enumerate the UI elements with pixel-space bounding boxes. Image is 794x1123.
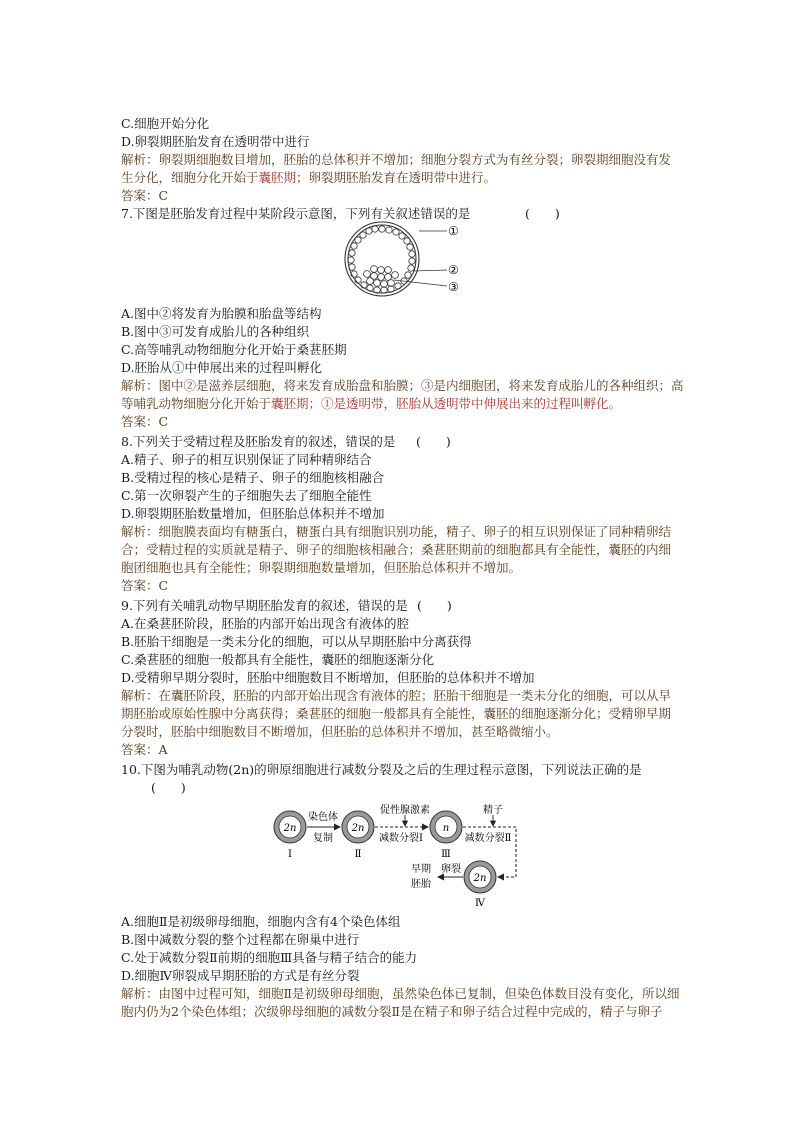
q6-explanation-line1: 解析：卵裂期细胞数目增加，胚胎的总体积并不增加；细胞分裂方式为有丝分裂；卵裂期细胞没有发 (121, 152, 672, 167)
label-3: ③ (448, 280, 459, 294)
numeral-2: Ⅱ (354, 849, 362, 860)
q7-answer: 答案：C (121, 414, 169, 429)
q10-explanation-line2: 胞内仍为2个染色体组；次级卵母细胞的减数分裂Ⅱ是在精子和卵子结合过程中完成的，精子与卵子 (121, 1004, 663, 1019)
q7-answer-blank: ( ) (525, 206, 560, 221)
q9-option-a: A.在桑葚胚阶段，胚胎的内部开始出现含有液体的腔 (121, 616, 410, 631)
chrom-dup-label-2: 复制 (313, 833, 333, 844)
q10-option-d: D.细胞Ⅳ卵裂成早期胚胎的方式是有丝分裂 (121, 968, 360, 983)
hormone-label: 促性腺激素 (380, 805, 430, 816)
zona-outer-ring (345, 222, 419, 296)
q8-answer-blank: ( ) (416, 434, 451, 449)
cell-4 (464, 861, 496, 893)
svg-text:2n: 2n (351, 823, 365, 834)
svg-text:2n: 2n (473, 873, 487, 884)
numeral-4: Ⅳ (475, 898, 485, 909)
q9-answer: 答案：A (121, 742, 168, 757)
embryo-diagram (330, 220, 465, 300)
q9-option-d: D.受精卵早期分裂时，胚胎中细胞数目不断增加，但胚胎的总体积并不增加 (121, 670, 535, 685)
q8-explanation-line1: 解析：细胞膜表面均有糖蛋白，糖蛋白具有细胞识别功能，精子、卵子的相互识别保证了同种精卵结 (121, 524, 672, 539)
q7-option-c: C.高等哺乳动物细胞分化开始于桑葚胚期 (121, 342, 347, 357)
q10-option-b: B.图中减数分裂的整个过程都在卵巢中进行 (121, 932, 360, 947)
q7-option-b: B.图中③可发育成胎儿的各种组织 (121, 324, 310, 339)
early-embryo-label-1: 早期 (411, 864, 431, 875)
q6-exp-text: 生分化，细胞分化开始于 (121, 170, 259, 185)
chrom-dup-label-1: 染色体 (308, 812, 338, 823)
q8-option-d: D.卵裂期胚胎数量增加，但胚胎总体积并不增加 (121, 506, 385, 521)
inner-cell-mass (364, 266, 399, 288)
q9-option-c: C.桑葚胚的细胞一般都具有全能性，囊胚的细胞逐渐分化 (121, 652, 435, 667)
q6-answer: 答案：C (121, 188, 169, 203)
leader-line-2 (413, 270, 447, 271)
q7-exp-text-end: ；①是透明带，胚胎从透明带中伸展出来的过程叫孵化。 (308, 396, 622, 411)
q6-option-c: C.细胞开始分化 (121, 116, 210, 131)
q8-stem: 8.下列关于受精过程及胚胎发育的叙述，错误的是 (121, 434, 396, 449)
q9-explanation-line3: 分裂时，胚胎中细胞数目不断增加，但胚胎的总体积并不增加，甚至略微缩小。 (121, 724, 559, 739)
numeral-1: Ⅰ (288, 849, 292, 860)
q10-stem: 10.下图为哺乳动物(2n)的卵原细胞进行减数分裂及之后的生理过程示意图，下列说法正确的是 (121, 762, 642, 777)
q6-explanation-line2 (121, 169, 701, 186)
q7-exp-text: 等哺乳动物细胞分化开始于 (121, 396, 272, 411)
meiosis1-label: 减数分裂Ⅰ (379, 833, 423, 844)
label-1: ① (448, 224, 459, 238)
cell-2 (342, 811, 374, 843)
meiosis-diagram (268, 793, 528, 910)
q8-option-c: C.第一次卵裂产生的子细胞失去了细胞全能性 (121, 488, 372, 503)
q9-answer-blank: ( ) (417, 598, 452, 613)
q8-answer: 答案：C (121, 578, 169, 593)
q10-explanation-line1: 解析：由图中过程可知，细胞Ⅱ是初级卵母细胞，虽然染色体已复制，但染色体数目没有变化，所以细 (121, 986, 680, 1001)
svg-text:2n: 2n (283, 823, 297, 834)
q7-stem: 7.下图是胚胎发育过程中某阶段示意图，下列有关叙述错误的是 (121, 206, 471, 221)
cell-3 (430, 811, 462, 843)
q7-exp-highlight: 囊胚期 (271, 396, 309, 411)
label-2: ② (448, 263, 459, 277)
svg-text:n: n (442, 823, 450, 834)
q7-explanation-line2 (121, 395, 701, 412)
meiosis2-label: 减数分裂Ⅱ (464, 833, 512, 844)
q8-option-b: B.受精过程的核心是精子、卵子的细胞核相融合 (121, 470, 385, 485)
q6-exp-text-end: ；卵裂期胚胎发育在透明带中进行。 (296, 170, 497, 185)
q7-explanation-line1: 解析：图中②是滋养层细胞，将来发育成胎盘和胎膜；③是内细胞团，将来发育成胎儿的各种组织；高 (121, 378, 684, 393)
q10-answer-blank: ( ) (151, 780, 186, 795)
early-embryo-label-2: 胚胎 (411, 879, 431, 890)
q8-explanation-line2: 合；受精过程的实质就是精子、卵子的细胞核相融合；桑葚胚期前的细胞都具有全能性，囊胚的内细 (121, 542, 672, 557)
sperm-label: 精子 (483, 805, 503, 816)
trophoblast-cells (348, 226, 415, 293)
q9-explanation-line2: 期胚胎或原始性腺中分离获得；桑葚胚的细胞一般都具有全能性，囊胚的细胞逐渐分化；受精卵早期 (121, 706, 672, 721)
q7-option-a: A.图中②将发育为胎膜和胎盘等结构 (121, 306, 322, 321)
q10-option-c: C.处于减数分裂Ⅱ前期的细胞Ⅲ具备与精子结合的能力 (121, 950, 418, 965)
numeral-3: Ⅲ (441, 849, 451, 860)
q6-exp-highlight: 囊胚期 (258, 170, 297, 185)
q6-option-d: D.卵裂期胚胎发育在透明带中进行 (121, 134, 310, 149)
q8-option-a: A.精子、卵子的相互识别保证了同种精卵结合 (121, 452, 372, 467)
q9-stem: 9.下列有关哺乳动物早期胚胎发育的叙述，错误的是 (121, 598, 408, 613)
q9-explanation-line1: 解析：在囊胚阶段，胚胎的内部开始出现含有液体的腔；胚胎干细胞是一类未分化的细胞，可以从早 (121, 688, 672, 703)
q7-option-d: D.胚胎从①中伸展出来的过程叫孵化 (121, 360, 323, 375)
q10-option-a: A.细胞Ⅱ是初级卵母细胞，细胞内含有4个染色体组 (121, 914, 401, 929)
cell-1 (274, 811, 306, 843)
q9-option-b: B.胚胎干细胞是一类未分化的细胞，可以从早期胚胎中分离获得 (121, 634, 472, 649)
q8-explanation-line3: 胞团细胞也具有全能性；卵裂期细胞数量增加，但胚胎总体积并不增加。 (121, 560, 522, 575)
cleavage-label: 卵裂 (441, 864, 461, 875)
